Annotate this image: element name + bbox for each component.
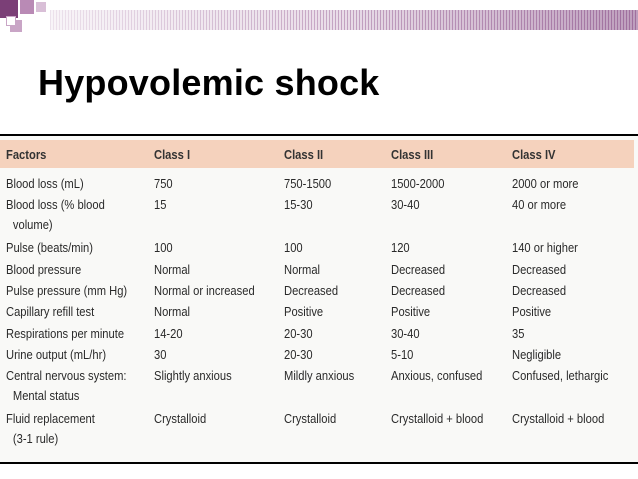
table-cell: Positive [284,304,324,319]
factor-line: (3-1 rule) [12,431,59,446]
column-header-1: Class I [154,147,191,162]
table-cell: 120 [391,240,410,255]
factor-line: Pulse pressure (mm Hg) [6,283,128,298]
table-cell: 100 [154,240,173,255]
factor-line: Urine output (mL/hr) [6,347,107,362]
table-cell: Negligible [512,347,562,362]
table-cell: 100 [284,240,303,255]
row-factor-label [6,302,94,322]
table-cell: Normal [154,262,191,277]
table-cell: Anxious, confused [391,368,483,383]
factor-line: Capillary refill test [6,304,95,319]
table-cell: Slightly anxious [154,368,232,383]
column-header-4: Class IV [512,147,556,162]
row-factor-label [6,195,105,235]
column-header-2: Class II [284,147,324,162]
row-factor-label [6,409,95,449]
table-cell: Mildly anxious [284,368,355,383]
factor-line: Pulse (beats/min) [6,240,93,255]
table-cell: Decreased [512,283,567,298]
factor-line: Mental status [12,388,80,403]
row-factor-label [6,345,106,365]
table-cell: Decreased [391,262,446,277]
table-cell: Crystalloid + blood [391,411,484,426]
table-cell: 1500-2000 [391,176,445,191]
table-cell: Decreased [284,283,339,298]
factor-line: Blood loss (mL) [6,176,84,191]
factor-line: Respirations per minute [6,326,125,341]
column-header-3: Class III [391,147,434,162]
table-cell: Positive [512,304,552,319]
row-factor-label [6,281,127,301]
slide-title: Hypovolemic shock [38,62,380,103]
decor-square [36,2,46,12]
table-cell: 30-40 [391,197,420,212]
table-cell: 14-20 [154,326,183,341]
shock-class-table [0,134,638,464]
table-cell: 35 [512,326,525,341]
table-cell: Crystalloid + blood [512,411,605,426]
table-cell: 5-10 [391,347,414,362]
decor-square [6,16,16,26]
factor-line: volume) [12,217,53,232]
table-cell: 750 [154,176,173,191]
table-cell: 40 or more [512,197,567,212]
table-cell: 30 [154,347,167,362]
table-cell: 20-30 [284,326,313,341]
table-cell: Normal [284,262,321,277]
decor-square [20,0,34,14]
table-cell: Crystalloid [284,411,337,426]
row-factor-label [6,366,127,406]
table-cell: 15-30 [284,197,313,212]
factor-line: Blood loss (% blood [6,197,105,212]
table-cell: Decreased [512,262,567,277]
row-factor-label [6,324,124,344]
table-cell: Normal or increased [154,283,255,298]
decor-stripe-fade [50,10,638,30]
row-factor-label [6,238,93,258]
factor-line: Blood pressure [6,262,82,277]
table-cell: 20-30 [284,347,313,362]
table-cell: 2000 or more [512,176,579,191]
factor-line: Fluid replacement [6,411,95,426]
table-cell: 15 [154,197,167,212]
row-factor-label [6,174,84,194]
table-cell: 140 or higher [512,240,578,255]
table-cell: Decreased [391,283,446,298]
table-cell: Normal [154,304,191,319]
row-factor-label [6,260,81,280]
factor-line: Central nervous system: [6,368,127,383]
table-cell: Crystalloid [154,411,207,426]
table-cell: Confused, lethargic [512,368,609,383]
table-cell: 750-1500 [284,176,332,191]
table-cell: 30-40 [391,326,420,341]
column-header-0: Factors [6,147,47,162]
table-cell: Positive [391,304,431,319]
